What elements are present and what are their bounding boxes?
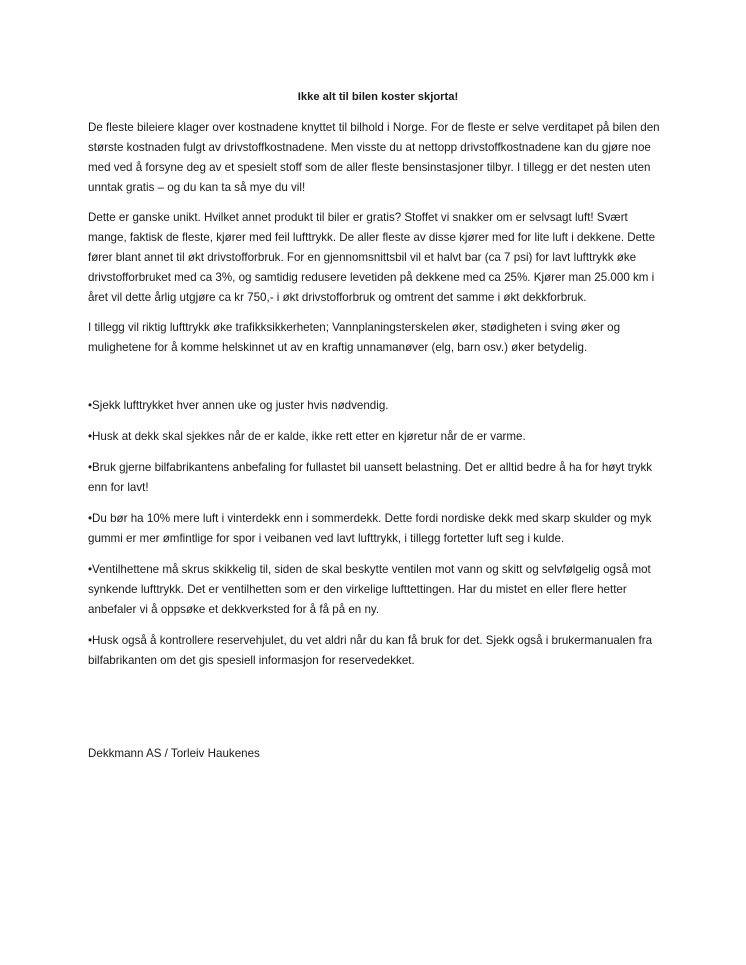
signature: Dekkmann AS / Torleiv Haukenes <box>88 747 260 760</box>
document-page <box>88 88 668 764</box>
bullet-item: •Husk også å kontrollere reservehjulet, du vet aldri når du kan få bruk for det. Sjekk også i brukermanualen fra bilfabrikanten om det gis spesiell informasjon for reservedekket. <box>88 634 653 667</box>
bullet-item: •Sjekk lufttrykket hver annen uke og juster hvis nødvendig. <box>88 399 389 412</box>
paragraph-safety: I tillegg vil riktig lufttrykk øke trafikksikkerheten; Vannplaningsterskelen øker, stødigheten i sving øker og mulighetene for å komme helskinnet ut av en kraftig unnamanøver (elg, barn osv.) øker betydelig. <box>88 321 621 354</box>
paragraph-air: Dette er ganske unikt. Hvilket annet produkt til biler er gratis? Stoffet vi snakker om er selvsagt luft! Svært mange, faktisk de fleste, kjører med feil lufttrykk. De aller fleste av disse kjører med for lite luft i dekkene. Dette fører blant annet til økt drivstofforbruk. For en gjennomsnittsbil vil et halvt bar (ca 7 psi) for lavt lufttrykk øke drivstofforbruket med ca 3%, og samtidig redusere levetiden på dekkene med ca 25%. Kjører man 25.000 km i året vil dette årlig utgjøre ca kr 750,- i økt drivstofforbruk og omtrent det samme i økt dekkforbruk. <box>88 211 656 304</box>
bullet-item: •Bruk gjerne bilfabrikantens anbefaling for fullastet bil uansett belastning. Det er alltid bedre å ha for høyt trykk enn for lavt! <box>88 461 653 494</box>
bullet-item: •Du bør ha 10% mere luft i vinterdekk enn i sommerdekk. Dette fordi nordiske dekk med skarp skulder og myk gummi er mer ømfintlige for spor i veibanen ved lavt lufttrykk, i tillegg fortetter luft seg i kulde. <box>88 512 652 545</box>
spacer <box>88 368 668 396</box>
paragraph-intro: De fleste bileiere klager over kostnadene knyttet til bilhold i Norge. For de fleste er selve verditapet på bilen den største kostnaden fulgt av drivstoffkostnadene. Men visste du at nettopp drivstoffkostnadene kan du gjøre noe med ved å forsyne deg av et spesielt stoff som de aller fleste bensinstasjoner tilbyr. I tillegg er det nesten uten unntak gratis – og du kan ta så mye du vil! <box>88 121 660 194</box>
document-title: Ikke alt til bilen koster skjorta! <box>297 91 459 103</box>
spacer <box>88 682 668 744</box>
bullet-item: •Ventilhettene må skrus skikkelig til, siden de skal beskytte ventilen mot vann og skitt og selvfølgelig også mot synkende lufttrykk. Det er ventilhetten som er den virkelige lufttettingen. Har du mistet en eller flere hetter anbefaler vi å oppsøke et dekkverksted for å få på en ny. <box>88 563 651 616</box>
bullet-item: •Husk at dekk skal sjekkes når de er kalde, ikke rett etter en kjøretur når de er varme. <box>88 430 526 443</box>
